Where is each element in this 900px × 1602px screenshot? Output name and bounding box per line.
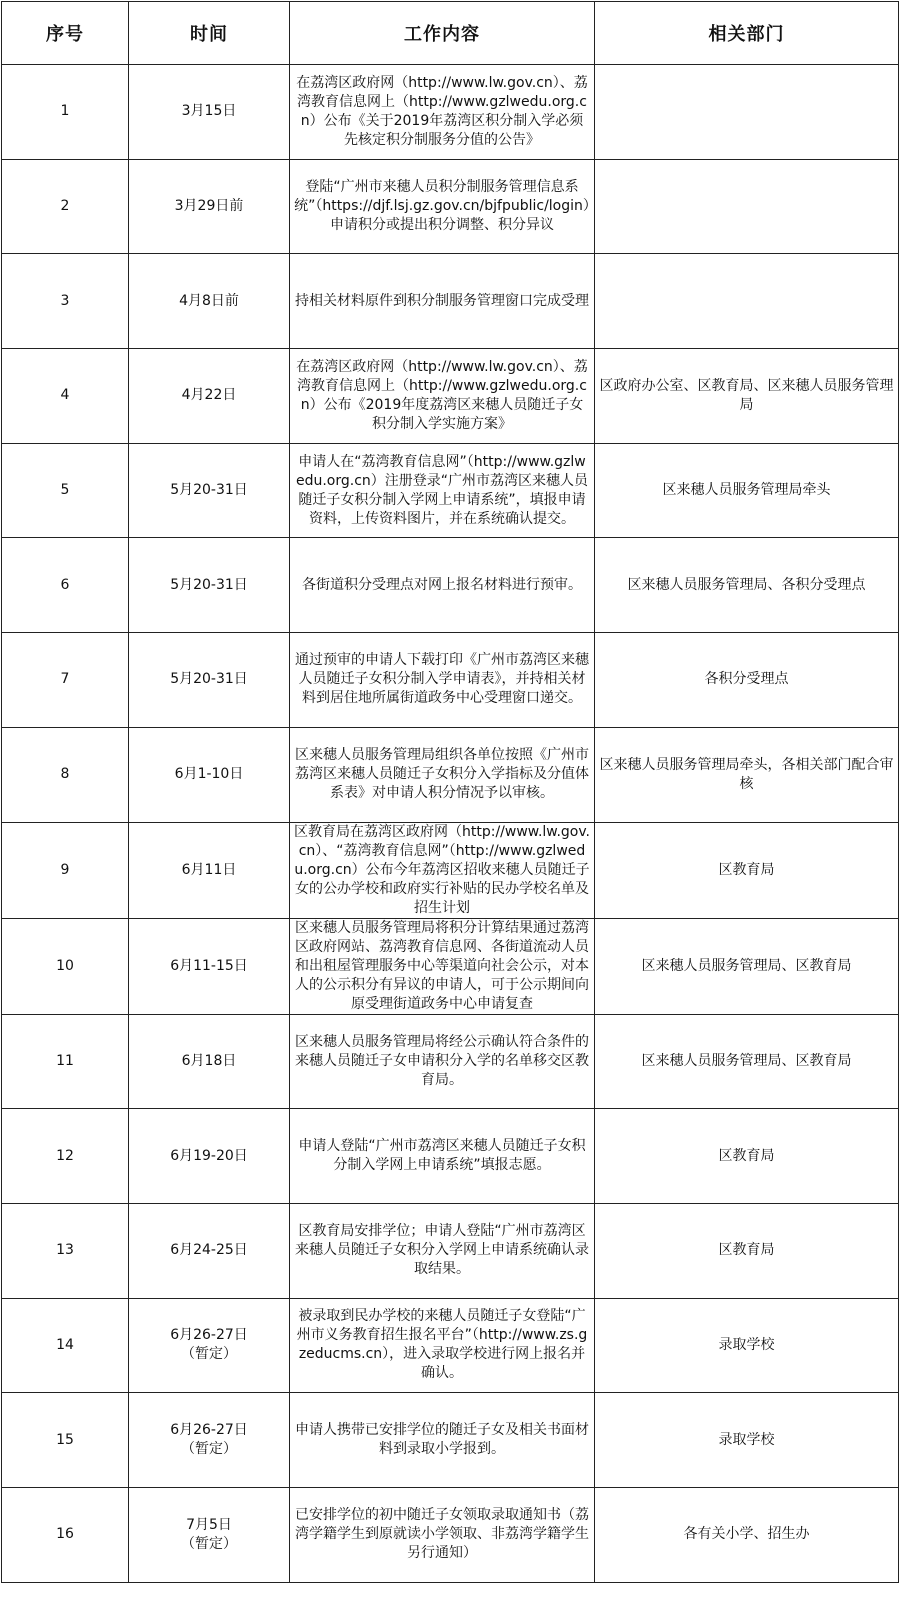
table-row [2,1203,899,1298]
row-dept [595,65,899,160]
row-number: 16 [2,1487,129,1582]
table-row [2,1109,899,1204]
row-dept: 区来穗人员服务管理局、区教育局 [595,918,899,1014]
row-time-date: 7月5日 [186,1516,232,1533]
table-row [2,822,899,918]
table-row [2,633,899,728]
row-time-date: 6月26-27日 [170,1327,248,1344]
row-content: 各街道积分受理点对网上报名材料进行预审。 [290,538,595,633]
header-dept: 相关部门 [595,2,899,65]
row-number: 9 [2,822,129,918]
row-content: 持相关材料原件到积分制服务管理窗口完成受理 [290,254,595,349]
row-time [129,443,290,538]
row-content: 区教育局在荔湾区政府网（http://www.lw.gov.cn）、“荔湾教育信息网”（http://www.gzlwedu.org.cn）公布今年荔湾区招收来穗人员随迁子女的公办学校和政府实行补贴的民办学校名单及招生计划 [290,822,595,918]
row-content: 区来穗人员服务管理局将经公示确认符合条件的来穗人员随迁子女申请积分入学的名单移交区教育局。 [290,1014,595,1109]
header-content: 工作内容 [290,2,595,65]
row-number: 4 [2,349,129,444]
row-time [129,254,290,349]
row-time [129,159,290,254]
row-time-date: 4月8日前 [179,292,239,309]
row-number: 1 [2,65,129,160]
row-time-date: 5月20-31日 [170,671,248,688]
row-time [129,918,290,1014]
row-dept: 区教育局 [595,1109,899,1204]
row-number: 15 [2,1393,129,1488]
row-time-date: 5月20-31日 [170,482,248,499]
row-number: 10 [2,918,129,1014]
row-time-note: （暂定） [181,1441,237,1458]
row-content: 区来穗人员服务管理局组织各单位按照《广州市荔湾区来穗人员随迁子女积分入学指标及分值体系表》对申请人积分情况予以审核。 [290,727,595,822]
row-time [129,633,290,728]
row-time [129,1203,290,1298]
row-dept: 区教育局 [595,822,899,918]
row-time-date: 6月1-10日 [174,766,244,783]
row-dept: 区来穗人员服务管理局牵头 [595,443,899,538]
row-time [129,538,290,633]
row-content: 被录取到民办学校的来穗人员随迁子女登陆“广州市义务教育招生报名平台”（http://www.zs.gzeducms.cn），进入录取学校进行网上报名并确认。 [290,1298,595,1393]
header-row [2,2,899,65]
row-time-date: 5月20-31日 [170,576,248,593]
row-time-date: 6月19-20日 [170,1147,248,1164]
row-time-note: （暂定） [181,1535,237,1552]
row-time-date: 6月11-15日 [170,957,248,974]
row-number: 11 [2,1014,129,1109]
row-dept: 录取学校 [595,1298,899,1393]
row-content: 在荔湾区政府网（http://www.lw.gov.cn）、荔湾教育信息网上（http://www.gzlwedu.org.cn）公布《关于2019年荔湾区积分制入学必须先核定积分制服务分值的公告》 [290,65,595,160]
row-time [129,1298,290,1393]
row-content: 申请人携带已安排学位的随迁子女及相关书面材料到录取小学报到。 [290,1393,595,1488]
row-dept: 区来穗人员服务管理局、区教育局 [595,1014,899,1109]
row-time-date: 6月26-27日 [170,1422,248,1439]
row-number: 2 [2,159,129,254]
table-row [2,538,899,633]
schedule-table [1,1,899,1583]
row-content: 已安排学位的初中随迁子女领取录取通知书（荔湾学籍学生到原就读小学领取、非荔湾学籍学生另行通知） [290,1487,595,1582]
row-dept: 各积分受理点 [595,633,899,728]
table-row [2,349,899,444]
row-content: 通过预审的申请人下载打印《广州市荔湾区来穗人员随迁子女积分制入学申请表》，并持相关材料到居住地所属街道政务中心受理窗口递交。 [290,633,595,728]
row-time-note: （暂定） [181,1346,237,1363]
table-row [2,1487,899,1582]
row-dept [595,159,899,254]
row-dept: 区政府办公室、区教育局、区来穗人员服务管理局 [595,349,899,444]
row-time [129,1014,290,1109]
row-time-date: 6月18日 [181,1052,237,1069]
row-time [129,349,290,444]
row-number: 5 [2,443,129,538]
row-content: 申请人在“荔湾教育信息网”（http://www.gzlwedu.org.cn）注册登录“广州市荔湾区来穗人员随迁子女积分制入学网上申请系统”，填报申请资料，上传资料图片，并在系统确认提交。 [290,443,595,538]
row-time [129,822,290,918]
row-number: 13 [2,1203,129,1298]
table-row [2,1298,899,1393]
row-time [129,1109,290,1204]
table-row [2,443,899,538]
table-row [2,918,899,1014]
row-number: 12 [2,1109,129,1204]
row-time-date: 6月24-25日 [170,1242,248,1259]
header-time: 时间 [129,2,290,65]
header-no: 序号 [2,2,129,65]
table-row [2,1393,899,1488]
row-dept: 录取学校 [595,1393,899,1488]
row-content: 区来穗人员服务管理局将积分计算结果通过荔湾区政府网站、荔湾教育信息网、各街道流动人员和出租屋管理服务中心等渠道向社会公示，对本人的公示积分有异议的申请人，可于公示期间向原受理街道政务中心申请复查 [290,918,595,1014]
row-dept: 区来穗人员服务管理局牵头，各相关部门配合审核 [595,727,899,822]
row-content: 区教育局安排学位；申请人登陆“广州市荔湾区来穗人员随迁子女积分入学网上申请系统确认录取结果。 [290,1203,595,1298]
row-time-date: 3月29日前 [174,198,244,215]
row-number: 3 [2,254,129,349]
row-content: 登陆“广州市来穗人员积分制服务管理信息系统”（https://djf.lsj.gz.gov.cn/bjfpublic/login）申请积分或提出积分调整、积分异议 [290,159,595,254]
row-number: 6 [2,538,129,633]
row-time-date: 4月22日 [181,387,237,404]
row-content: 申请人登陆“广州市荔湾区来穗人员随迁子女积分制入学网上申请系统”填报志愿。 [290,1109,595,1204]
row-dept: 区教育局 [595,1203,899,1298]
row-time [129,65,290,160]
row-time-date: 6月11日 [181,861,237,878]
row-dept [595,254,899,349]
table-row [2,254,899,349]
table-row [2,1014,899,1109]
row-content: 在荔湾区政府网（http://www.lw.gov.cn）、荔湾教育信息网上（http://www.gzlwedu.org.cn）公布《2019年度荔湾区来穗人员随迁子女积分制入学实施方案》 [290,349,595,444]
row-number: 8 [2,727,129,822]
row-time [129,727,290,822]
table-row [2,727,899,822]
row-dept: 区来穗人员服务管理局、各积分受理点 [595,538,899,633]
row-number: 7 [2,633,129,728]
row-time [129,1487,290,1582]
row-number: 14 [2,1298,129,1393]
row-time-date: 3月15日 [181,103,237,120]
row-time [129,1393,290,1488]
table-row [2,65,899,160]
row-dept: 各有关小学、招生办 [595,1487,899,1582]
table-row [2,159,899,254]
